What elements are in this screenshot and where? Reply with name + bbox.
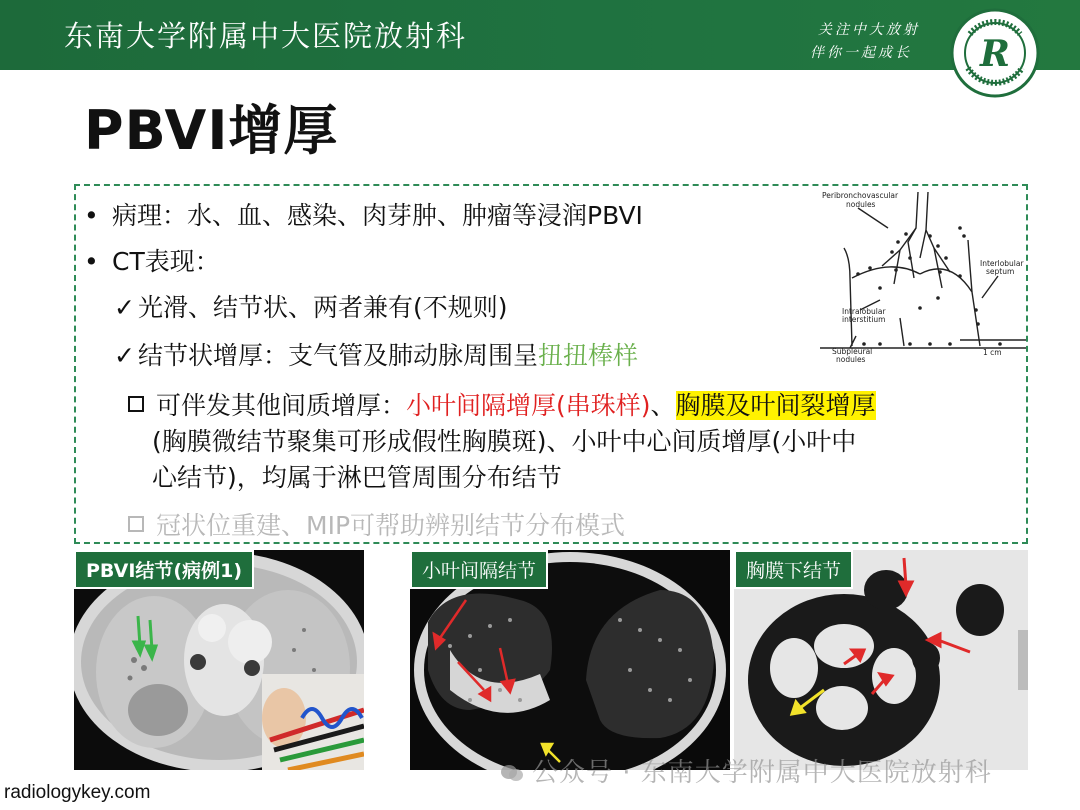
label-peribronchovascular-2: nodules (846, 200, 876, 209)
label-intralobular-2: interstitium (842, 315, 886, 324)
bullet-pathology (84, 196, 643, 232)
ct-panel-subpleural (734, 550, 1028, 770)
check-item-nodular (114, 336, 638, 372)
ct-panel-septal (410, 550, 730, 770)
bullet-icon: • (84, 247, 99, 276)
wechat-watermark (500, 752, 992, 789)
svg-text:R: R (980, 33, 1010, 75)
check-icon: ✓ (114, 341, 135, 370)
header-title: 东南大学附属中大医院放射科 (64, 19, 468, 53)
department-logo (950, 8, 1040, 98)
square-item-line3: 心结节)，均属于淋巴管周围分布结节 (152, 463, 562, 492)
bullet-icon: • (84, 201, 99, 230)
panel-tag-subpleural: 胸膜下结节 (734, 550, 853, 589)
check-item-smooth-text: 光滑、结节状、两者兼有(不规则) (138, 293, 508, 322)
square-bullet-icon (128, 516, 144, 532)
ct-panel-pbvi (74, 550, 364, 770)
bullet-ct-text: CT表现： (112, 247, 220, 276)
watermark-text: 公众号 · 东南大学附属中大医院放射科 (532, 758, 992, 788)
bullet-ct (84, 242, 220, 278)
bullet-pathology-text: 病理：水、血、感染、肉芽肿、肿瘤等浸润PBVI (112, 201, 643, 230)
pipe-cleaner-term: 扭扭棒样 (538, 341, 639, 370)
header-bar (0, 0, 1080, 70)
label-peribronchovascular: Peribronchovascular (822, 191, 899, 200)
panel-tag-pbvi: PBVI结节(病例1) (74, 550, 254, 589)
label-interlobular: Interlobular (980, 259, 1024, 268)
separator-comma: 、 (650, 391, 676, 420)
wechat-icon (500, 763, 524, 783)
label-interlobular-2: septum (986, 267, 1015, 276)
slogan-line-2: 伴你一起成长 (810, 45, 912, 61)
square-item-coronal (128, 506, 625, 542)
square-bullet-icon (128, 396, 144, 412)
slide-title: PBVI增厚 (84, 99, 339, 162)
square-item-coronal-text: 冠状位重建、MIP可帮助辨别结节分布模式 (156, 511, 626, 540)
square-item-interstitial (128, 386, 876, 422)
check-icon: ✓ (114, 293, 135, 322)
source-credit: radiologykey.com (4, 782, 151, 803)
slogan-line-1: 关注中大放射 (818, 22, 920, 38)
septal-thickening-term: 小叶间隔增厚(串珠样) (406, 391, 651, 420)
label-subpleural-2: nodules (836, 355, 866, 364)
pleural-thickening-term: 胸膜及叶间裂增厚 (675, 391, 876, 420)
scale-label: 1 cm (983, 348, 1002, 357)
panel-tag-septal: 小叶间隔结节 (410, 550, 548, 589)
square-item-line2: (胸膜微结节聚集可形成假性胸膜斑)、小叶中心间质增厚(小叶中 (152, 427, 857, 456)
square-item-text: 可伴发其他间质增厚： (156, 391, 407, 420)
check-item-smooth (114, 288, 508, 324)
label-subpleural: Subpleural (832, 347, 873, 356)
label-intralobular: Intralobular (842, 307, 886, 316)
lymphatic-distribution-diagram (800, 188, 1028, 368)
check-item-nodular-text: 结节状增厚：支气管及肺动脉周围呈 (138, 341, 539, 370)
